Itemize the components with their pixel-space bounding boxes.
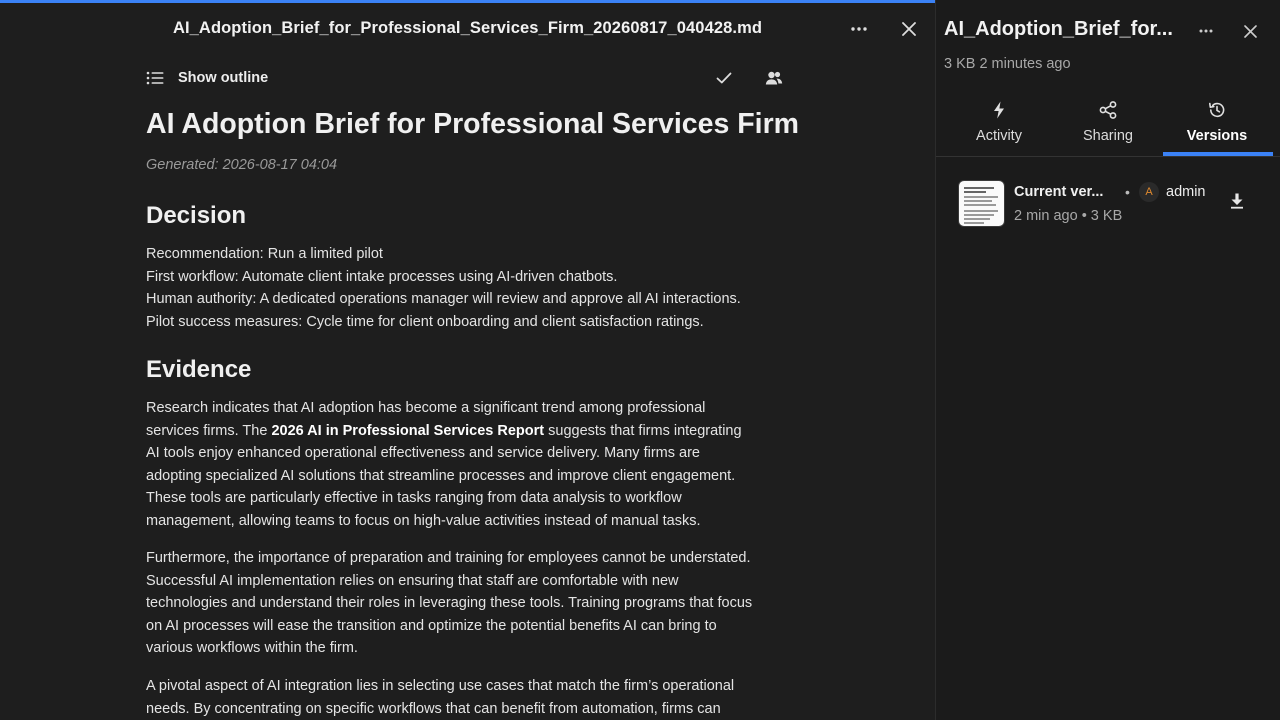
report-reference: 2026 AI in Professional Services Report	[271, 422, 545, 439]
decision-line: Pilot success measures: Cycle time for client onboarding and client satisfaction ratings.	[146, 313, 704, 330]
file-size-and-time: 3 KB 2 minutes ago	[944, 56, 1071, 72]
paragraph-line: various workflows within the firm.	[146, 640, 358, 656]
version-author: admin	[1166, 184, 1206, 200]
paragraph-line: AI tools enjoy enhanced operational effectiveness and service delivery. Many firms are	[146, 445, 700, 461]
paragraph-line: A pivotal aspect of AI integration lies in selecting use cases that match the firm’s operational	[146, 678, 735, 694]
more-horizontal-icon	[1199, 29, 1213, 33]
file-title: AI_Adoption_Brief_for_Professional_Services_Firm_20260817_040428.md	[172, 19, 763, 37]
active-tab-indicator	[1163, 152, 1273, 156]
more-horizontal-icon	[851, 27, 867, 31]
tab-versions[interactable]	[1172, 92, 1262, 157]
paragraph-line: Successful AI implementation relies on ensuring that staff are comfortable with new	[146, 572, 679, 589]
evidence-paragraph-3	[146, 675, 801, 720]
separator-dot: •	[1125, 184, 1130, 200]
panel-more-button[interactable]	[1191, 16, 1221, 46]
close-viewer-button[interactable]	[893, 13, 925, 45]
show-outline-button[interactable]	[146, 62, 268, 94]
history-icon	[1208, 101, 1226, 119]
more-options-button[interactable]	[843, 13, 875, 45]
details-panel	[935, 0, 1280, 720]
paragraph-line: on AI processes will ease the transition and optimize the potential benefits AI can bring to	[146, 617, 717, 634]
panel-file-title: AI_Adoption_Brief_for...	[944, 18, 1173, 40]
tab-activity-label: Activity	[976, 128, 1022, 144]
paragraph-line: adopting specialized AI solutions that streamline processes and improve client engagement.	[146, 467, 736, 484]
download-icon	[1230, 193, 1244, 209]
paragraph-line: Research indicates that AI adoption has become a significant trend among professional	[146, 400, 706, 416]
paragraph-line: These tools are particularly effective in tasks ranging from data analysis to workflow	[146, 490, 682, 506]
tab-sharing-label: Sharing	[1083, 128, 1133, 144]
download-version-button[interactable]	[1224, 188, 1250, 214]
lightning-icon	[993, 101, 1005, 119]
avatar: A	[1139, 182, 1159, 202]
decision-line: First workflow: Automate client intake processes using AI-driven chatbots.	[146, 268, 618, 285]
mark-done-button[interactable]	[710, 64, 738, 92]
close-icon	[1244, 25, 1257, 38]
evidence-paragraph-1	[146, 397, 801, 532]
version-item[interactable]	[958, 180, 1273, 228]
paragraph-line: Furthermore, the importance of preparation and training for employees cannot be understated.	[146, 550, 751, 566]
tab-activity[interactable]	[954, 92, 1044, 157]
collaborators-button[interactable]	[760, 64, 788, 92]
users-icon	[765, 70, 783, 86]
share-icon	[1099, 101, 1117, 119]
paragraph-text: services firms. The	[146, 422, 272, 439]
paragraph-line: needs. By concentrating on specific workflows that can benefit from automation, firms can	[146, 700, 721, 717]
viewer-header	[0, 3, 935, 53]
decision-line: Recommendation: Run a limited pilot	[146, 246, 383, 262]
tab-versions-label: Versions	[1186, 128, 1248, 144]
decision-heading: Decision	[146, 202, 247, 229]
list-icon	[146, 71, 164, 85]
decision-line: Human authority: A dedicated operations manager will review and approve all AI interactions.	[146, 291, 741, 307]
document-title: AI Adoption Brief for Professional Services Firm	[146, 108, 799, 140]
paragraph-text: suggests that firms integrating	[544, 422, 742, 439]
show-outline-label: Show outline	[178, 70, 269, 86]
paragraph-line: management, allowing teams to focus on high-value activities instead of manual tasks.	[146, 512, 701, 529]
panel-close-button[interactable]	[1235, 16, 1265, 46]
tab-sharing[interactable]	[1063, 92, 1153, 157]
version-name: Current ver...	[1014, 184, 1104, 200]
check-icon	[716, 72, 732, 84]
decision-section	[146, 243, 801, 333]
version-age-and-size: 2 min ago • 3 KB	[1014, 208, 1123, 224]
version-thumbnail[interactable]	[958, 180, 1005, 227]
evidence-paragraph-2	[146, 547, 801, 660]
paragraph-line	[146, 420, 801, 443]
evidence-heading: Evidence	[146, 356, 252, 383]
panel-tabs	[936, 92, 1280, 157]
document-toolbar	[146, 62, 796, 94]
generated-timestamp: Generated: 2026-08-17 04:04	[146, 157, 338, 173]
paragraph-line: technologies and understand their roles in leveraging these tools. Training programs that focus	[146, 595, 753, 611]
close-icon	[902, 22, 916, 36]
